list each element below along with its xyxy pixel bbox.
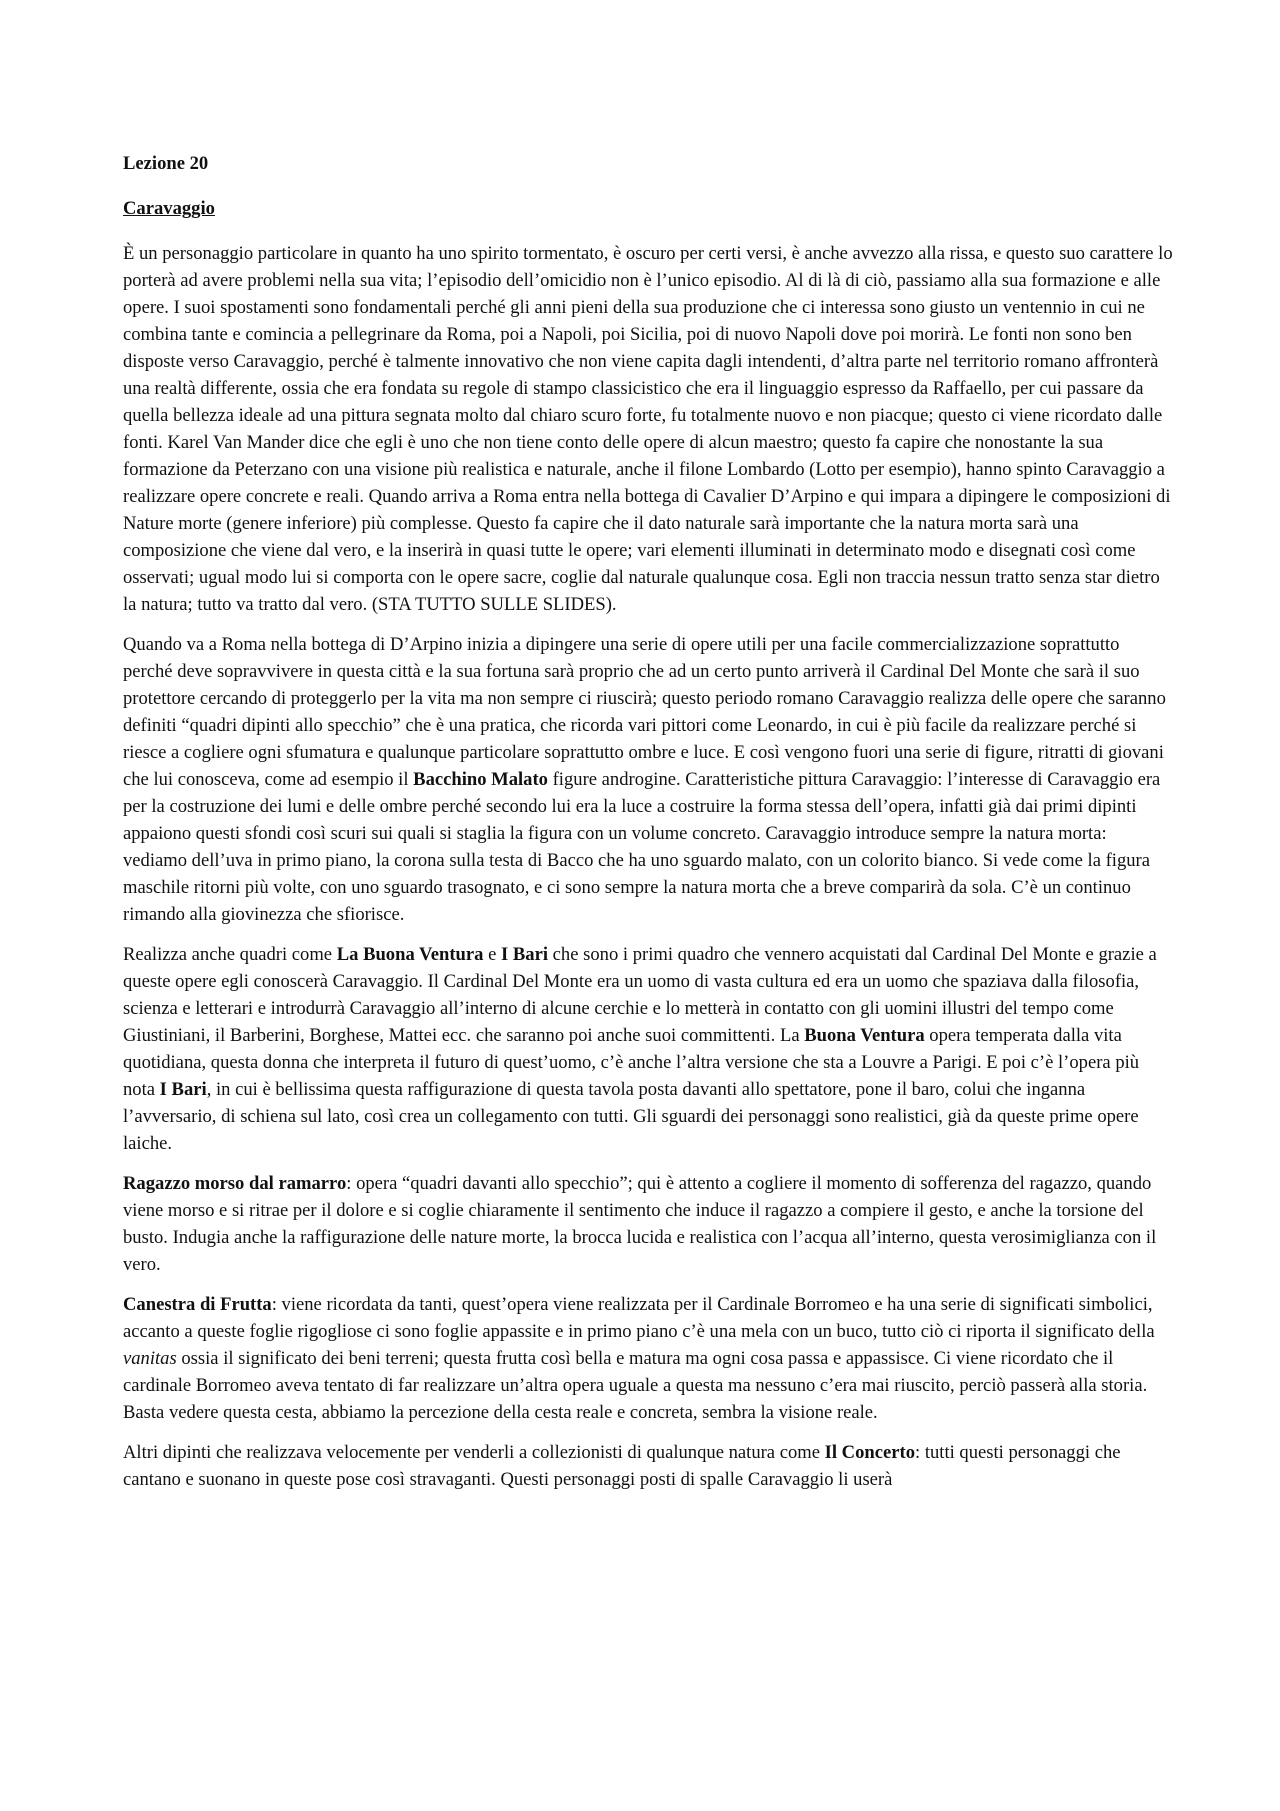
paragraph-intro xyxy=(123,240,1173,618)
artwork-title: Canestra di Frutta xyxy=(123,1294,272,1315)
paragraph-ragazzo-morso xyxy=(123,1170,1173,1278)
artwork-title: I Bari xyxy=(159,1079,207,1100)
text-run: figure androgine. Caratteristiche pittura Caravaggio: l’interesse di Caravaggio era per la costruzione dei lumi e delle ombre perché secondo lui era la luce a costruire la forma stessa dell’opera, infatti già dai primi dipinti appaiono questi sfondi così scuri sui quali si staglia la figura con un volume concreto. Caravaggio introduce sempre la natura morta: vediamo dell’uva in primo piano, la corona sulla testa di Bacco che ha uno sguardo malato, con un colorito bianco. Si vede come la figura maschile ritorni più volte, con uno sguardo trasognato, e ci sono sempre la natura morta che a breve comparirà da sola. C’è un continuo rimando alla giovinezza che sfiorisce. xyxy=(123,769,1161,925)
text-run: Realizza anche quadri come xyxy=(123,944,337,965)
text-run: opera temperata dalla vita quotidiana, questa donna che interpreta il futuro di quest’uomo, c’è anche l’altra versione che sta a Louvre a Parigi. E poi c’è l’opera più nota xyxy=(123,1025,1140,1100)
text-run: : opera “quadri davanti allo specchio”; qui è attento a cogliere il momento di sofferenza del ragazzo, quando viene morso e si ritrae per il dolore e si coglie chiaramente il sentimento che induce il ragazzo a compiere il gesto, e anche la torsione del busto. Indugia anche la raffigurazione delle nature morte, la brocca lucida e realistica con l’acqua all’interno, questa verosimiglianza con il vero. xyxy=(123,1173,1157,1275)
paragraph-concerto xyxy=(123,1439,1173,1493)
topic-title: Caravaggio xyxy=(123,198,215,219)
document-page xyxy=(123,150,1173,1506)
text-run: ossia il significato dei beni terreni; questa frutta così bella e matura ma ogni cosa passa e appassisce. Ci viene ricordato che il cardinale Borromeo aveva tentato di far realizzare un’altra opera uguale a questa ma nessuno c’era mai riuscito, perciò passerà alla storia. Basta vedere questa cesta, abbiamo la percezione della cesta reale e concreta, sembra la visione reale. xyxy=(123,1348,1148,1423)
text-run: Quando va a Roma nella bottega di D’Arpino inizia a dipingere una serie di opere utili per una facile commercializzazione soprattutto perché deve sopravvivere in questa città e la sua fortuna sarà proprio che ad un certo punto arriverà il Cardinal Del Monte che sarà il suo protettore cercando di proteggerlo per la vita ma non sempre ci riuscirà; questo periodo romano Caravaggio realizza delle opere che saranno definiti “quadri dipinti allo specchio” che è una pratica, che ricorda vari pittori come Leonardo, in cui è più facile da realizzare perché si riesce a cogliere ogni sfumatura e qualunque particolare soprattutto ombre e luce. E così vengono fuori una serie di figure, ritratti di giovani che lui conosceva, come ad esempio il xyxy=(123,634,1166,790)
italic-term: vanitas xyxy=(123,1348,177,1369)
artwork-title: Bacchino Malato xyxy=(413,769,548,790)
paragraph-rome-workshop xyxy=(123,631,1173,928)
artwork-title: Ragazzo morso dal ramarro xyxy=(123,1173,347,1194)
text-run: Altri dipinti che realizzava velocemente per venderli a collezionisti di qualunque natura come xyxy=(123,1442,825,1463)
artwork-title: Buona Ventura xyxy=(804,1025,925,1046)
text-run: e xyxy=(483,944,502,965)
artwork-title: La Buona Ventura xyxy=(336,944,484,965)
paragraph-buona-ventura xyxy=(123,941,1173,1157)
text-run: che sono i primi quadro che vennero acquistati dal Cardinal Del Monte e grazie a queste opere egli conoscerà Caravaggio. Il Cardinal Del Monte era un uomo di vasta cultura ed era un uomo che spaziava dalla filosofia, scienza e letterari e introdurrà Caravaggio all’interno di alcune cerchie e lo metterà in contatto con gli uomini illustri del tempo come Giustiniani, il Barberini, Borghese, Mattei ecc. che saranno poi anche suoi committenti. La xyxy=(123,944,1157,1046)
artwork-title: I Bari xyxy=(501,944,549,965)
artwork-title: Il Concerto xyxy=(824,1442,915,1463)
text-run: : viene ricordata da tanti, quest’opera viene realizzata per il Cardinale Borromeo e ha una serie di significati simbolici, accanto a queste foglie rigogliose ci sono foglie appassite e in primo piano c’è una mela con un buco, tutto ciò ci riporta il significato della xyxy=(123,1294,1155,1342)
text-run: , in cui è bellissima questa raffigurazione di questa tavola posta davanti allo spettatore, pone il baro, colui che inganna l’avversario, di schiena sul lato, così crea un collegamento con tutti. Gli sguardi dei personaggi sono realistici, già da queste prime opere laiche. xyxy=(123,1079,1139,1154)
paragraph-canestra xyxy=(123,1291,1173,1426)
text-run: : tutti questi personaggi che cantano e suonano in queste pose così stravaganti. Questi personaggi posti di spalle Caravaggio li userà xyxy=(123,1442,1121,1490)
text-run: È un personaggio particolare in quanto ha uno spirito tormentato, è oscuro per certi versi, è anche avvezzo alla rissa, e questo suo carattere lo porterà ad avere problemi nella sua vita; l’episodio dell’omicidio non è l’unico episodio. Al di là di ciò, passiamo alla sua formazione e alle opere. I suoi spostamenti sono fondamentali perché gli anni pieni della sua produzione che ci interessa sono giusto un ventennio in cui ne combina tante e comincia a pellegrinare da Roma, poi a Napoli, poi Sicilia, poi di nuovo Napoli dove poi morirà. Le fonti non sono ben disposte verso Caravaggio, perché è talmente innovativo che non viene capita dagli intendenti, d’altra parte nel territorio romano affronterà una realtà differente, ossia che era fondata su regole di stampo classicistico che era il linguaggio espresso da Raffaello, per cui passare da quella bellezza ideale ad una pittura segnata molto dal chiaro scuro forte, fu totalmente nuovo e non piacque; questo ci viene ricordato dalle fonti. Karel Van Mander dice che egli è uno che non tiene conto delle opere di alcun maestro; questo fa capire che nonostante la sua formazione da Peterzano con una visione più realistica e naturale, anche il filone Lombardo (Lotto per esempio), hanno spinto Caravaggio a realizzare opere concrete e reali. Quando arriva a Roma entra nella bottega di Cavalier D’Arpino e qui impara a dipingere le composizioni di Nature morte (genere inferiore) più complesse. Questo fa capire che il dato naturale sarà importante che la natura morta sarà una composizione che viene dal vero, e la inserirà in quasi tutte le opere; vari elementi illuminati in determinato modo e disegnati così come osservati; ugual modo lui si comporta con le opere sacre, coglie dal naturale qualunque cosa. Egli non traccia nessun tratto senza star dietro la natura; tutto va tratto dal vero. (STA TUTTO SULLE SLIDES). xyxy=(123,243,1173,615)
lesson-title: Lezione 20 xyxy=(123,153,209,174)
